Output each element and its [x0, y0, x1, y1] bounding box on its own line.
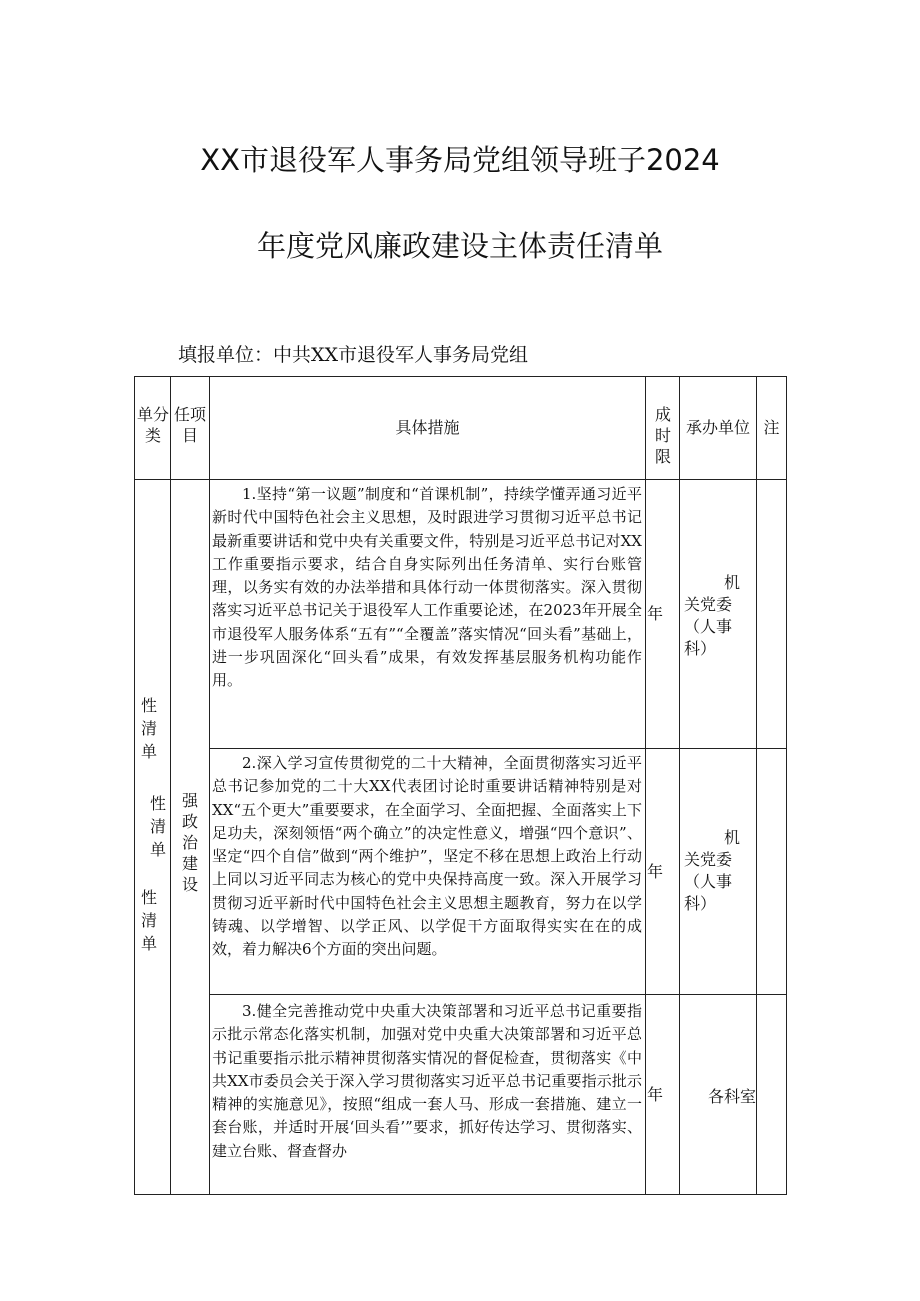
table-row-2-measure: 2.深入学习宣传贯彻党的二十大精神，全面贯彻落实习近平总书记参加党的二十大XX代表团讨论时重要讲话精神特别是对XX“五个更大”重要要求，在全面学习、全面把握、全面落实上下足功夫，深刻领悟“两个确立”的决定性意义，增强“四个意识”、坚定“四个自信”做到“两个维护”，坚定不移在思想上政治上行动上同以习近平同志为核心的党中央保持高度一致。深入开展学习贯彻习近平新时代中国特色社会主义思想主题教育，努力在以学铸魂、以学增智、以学正风、以学促干方面取得实实在在的成效，着力解决6个方面的突出问题。: [212, 754, 642, 959]
project-name: 强政治建设: [181, 791, 198, 894]
header-note: 注: [763, 418, 780, 437]
table-row-3-department: 各科室: [707, 1087, 756, 1106]
category-line-1: 性清单: [140, 696, 157, 761]
table-row-1-department: 机关党委（人事科）: [684, 573, 741, 658]
category-line-2: 性清单: [149, 794, 166, 859]
header-category: 单分类: [137, 405, 170, 445]
table-row-3-measure: 3.健全完善推动党中央重大决策部署和习近平总书记重要指示批示常态化落实机制，加强对党中央重大决策部署和习近平总书记重要指示批示精神贯彻落实情况的督促检查，贯彻落实《中共XX市委员会关于深入学习贯彻落实习近平总书记重要指示批示精神的实施意见》，按照“组成一套人马、形成一套措施、建立一套台账，并适时开展‘回头看’”要求，抓好传达学习、贯彻落实、建立台账、督查督办: [212, 1002, 642, 1160]
category-line-3: 性清单: [140, 888, 157, 953]
document-title-line-1: XX市退役军人事务局党组领导班子2024: [200, 143, 720, 177]
table-row-1-measure: 1.坚持“第一议题”制度和“首课机制”，持续学懂弄通习近平新时代中国特色社会主义思想，及时跟进学习贯彻习近平总书记最新重要讲话和党中央有关重要文件，特别是习近平总书记对XX工作重要指示要求，结合自身实际列出任务清单、实行台账管理，以务实有效的办法举措和具体行动一体贯彻落实。深入贯彻落实习近平总书记关于退役军人工作重要论述，在2023年开展全市退役军人服务体系“五有”“全覆盖”落实情况“回头看”基础上，进一步巩固深化“回头看”成果，有效发挥基层服务机构功能作用。: [212, 485, 642, 690]
header-deadline: 成时限: [654, 405, 671, 466]
table-row-2-department: 机关党委（人事科）: [684, 828, 741, 913]
table-row-1-deadline: 年: [647, 604, 664, 623]
table-row-3-deadline: 年: [647, 1085, 664, 1104]
header-department: 承办单位: [685, 418, 750, 437]
reporting-unit: 填报单位：中共XX市退役军人事务局党组: [178, 344, 529, 366]
table-row-2-deadline: 年: [647, 862, 664, 881]
header-measures: 具体措施: [395, 418, 460, 437]
header-project: 任项目: [173, 405, 206, 445]
document-title-line-2: 年度党风廉政建设主体责任清单: [256, 229, 663, 263]
